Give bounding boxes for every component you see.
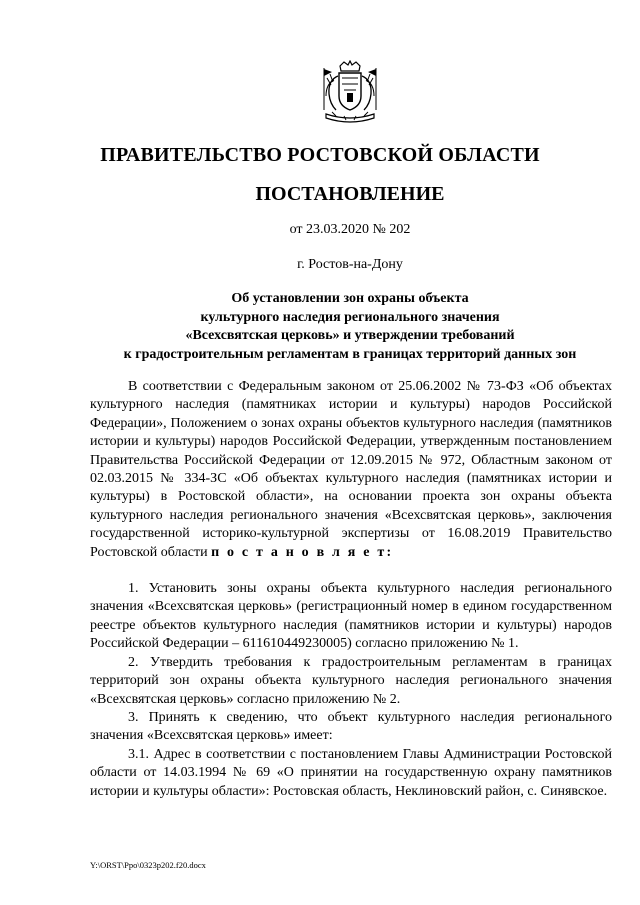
subject-line: к градостроительным регламентам в границах территорий данных зон bbox=[123, 346, 577, 362]
file-path-footer: Y:\ORST\Ppo\0323p202.f20.docx bbox=[90, 860, 206, 870]
subject-line: культурного наследия регионального значения bbox=[200, 309, 500, 325]
subject-line: Об установлении зон охраны объекта bbox=[231, 291, 469, 306]
item-paragraph: 1. Установить зоны охраны объекта культурного наследия регионального значения «Всехсвятская церковь» (регистрационный номер в едином государственном реестре объектов культурного наследия (памятников истории и культуры) народов Российской Федерации – 611610449230005) согласно приложению № 1. bbox=[90, 581, 612, 652]
date-and-number: от 23.03.2020 № 202 bbox=[289, 222, 411, 237]
document-body bbox=[90, 378, 612, 801]
coat-of-arms-icon bbox=[318, 60, 382, 126]
government-title: ПРАВИТЕЛЬСТВО РОСТОВСКОЙ ОБЛАСТИ bbox=[100, 144, 540, 166]
document-type: ПОСТАНОВЛЕНИЕ bbox=[255, 183, 445, 205]
item-paragraph: 2. Утвердить требования к градостроительным регламентам в границах территорий зон охраны объекта культурного наследия регионального значения «Всехсвятская церковь» согласно приложению № 2. bbox=[90, 654, 612, 707]
paragraph-gap bbox=[90, 562, 612, 580]
city: г. Ростов-на-Дону bbox=[297, 257, 403, 272]
item-paragraph: 3.1. Адрес в соответствии с постановлением Главы Администрации Ростовской области от 14.03.1994 № 69 «О принятии на государственную охрану памятников истории и культуры области»: Ростовская область, Неклиновский район, с. Синявское. bbox=[90, 746, 612, 799]
document-subject bbox=[90, 290, 610, 364]
subject-line: «Всехсвятская церковь» и утверждении требований bbox=[185, 328, 515, 343]
preamble-text: В соответствии с Федеральным законом от 25.06.2002 № 73-ФЗ «Об объектах культурного наследия (памятниках истории и культуры) народов Российской Федерации», Положением о зонах охраны объектов культурного наследия (памятников истории и культуры) народов Российской Федерации, утвержденным постановлением Правительства Российской Федерации от 12.09.2015 № 972, Областным законом от 02.03.2015 № 334-ЗС «Об объектах культурного наследия (памятниках истории и культуры) в Ростовской области», на основании проекта зон охраны объекта культурного наследия регионального значения «Всехсвятская церковь», заключения государственной историко-культурной экспертизы от 16.08.2019 Правительство Ростовской области bbox=[90, 379, 612, 560]
preamble-paragraph bbox=[90, 378, 612, 562]
resolves-word: п о с т а н о в л я е т: bbox=[211, 544, 394, 560]
item-paragraph: 3. Принять к сведению, что объект культурного наследия регионального значения «Всехсвятская церковь» имеет: bbox=[90, 709, 612, 744]
